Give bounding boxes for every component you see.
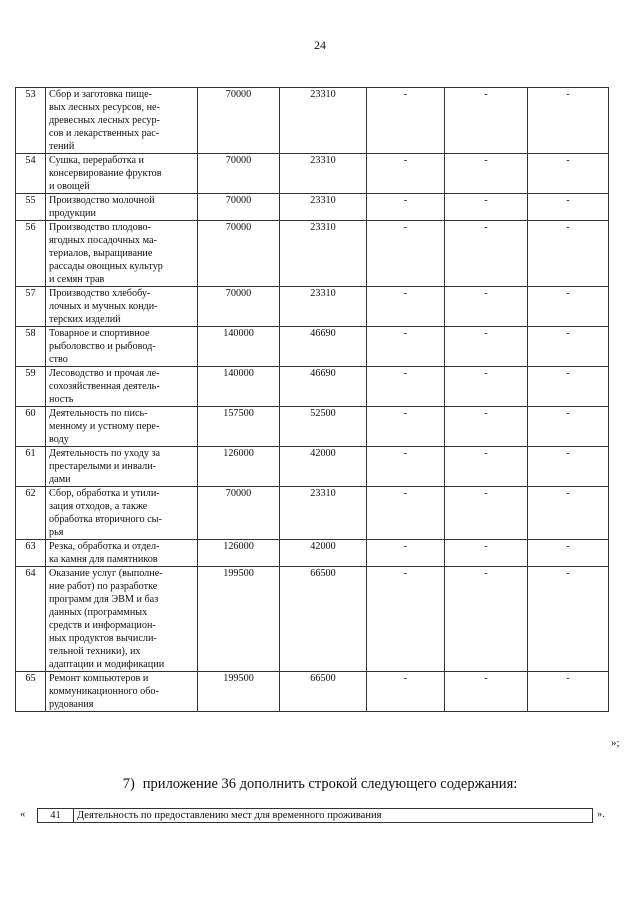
row-value-5: - [528, 287, 609, 327]
row-value-5: - [528, 567, 609, 672]
row-value-3: - [367, 367, 445, 407]
row-activity-name: Деятельность по предоставлению мест для временного проживания [74, 809, 593, 823]
row-value-4: - [445, 447, 528, 487]
row-activity-name: Производство молочной продукции [46, 194, 198, 221]
row-activity-name: Резка, обработка и отдел- ка камня для памятников [46, 540, 198, 567]
row-value-5: - [528, 194, 609, 221]
row-value-5: - [528, 88, 609, 154]
row-value-1: 70000 [198, 194, 280, 221]
row-value-2: 46690 [280, 367, 367, 407]
row-value-5: - [528, 487, 609, 540]
row-activity-name: Деятельность по пись- менному и устному пере- воду [46, 407, 198, 447]
row-number: 60 [16, 407, 46, 447]
table-row [16, 221, 609, 287]
row-number: 59 [16, 367, 46, 407]
row-value-2: 23310 [280, 154, 367, 194]
table-row [16, 287, 609, 327]
table-row [16, 194, 609, 221]
row-number: 57 [16, 287, 46, 327]
row-value-4: - [445, 367, 528, 407]
row-activity-name: Сбор, обработка и утили- зация отходов, а также обработка вторичного сы- рья [46, 487, 198, 540]
row-value-1: 70000 [198, 287, 280, 327]
table-row [16, 327, 609, 367]
row-value-4: - [445, 154, 528, 194]
row-value-3: - [367, 567, 445, 672]
new-row-table [37, 808, 593, 823]
row-value-3: - [367, 221, 445, 287]
row-number: 62 [16, 487, 46, 540]
open-quote: « [20, 809, 26, 820]
row-value-2: 66500 [280, 672, 367, 712]
new-row-block [0, 806, 640, 826]
row-value-2: 23310 [280, 287, 367, 327]
row-activity-name: Товарное и спортивное рыболовство и рыбовод- ство [46, 327, 198, 367]
row-value-4: - [445, 327, 528, 367]
row-activity-name: Лесоводство и прочая ле- сохозяйственная деятель- ность [46, 367, 198, 407]
row-value-2: 52500 [280, 407, 367, 447]
row-value-1: 126000 [198, 540, 280, 567]
row-value-5: - [528, 672, 609, 712]
row-value-1: 140000 [198, 367, 280, 407]
amendment-item-7 [0, 776, 640, 793]
table-row [16, 567, 609, 672]
row-value-3: - [367, 154, 445, 194]
row-value-2: 23310 [280, 221, 367, 287]
table-row [16, 407, 609, 447]
table-row [16, 154, 609, 194]
row-value-3: - [367, 194, 445, 221]
row-value-5: - [528, 154, 609, 194]
row-activity-name: Деятельность по уходу за престарелыми и инвали- дами [46, 447, 198, 487]
table-row [16, 540, 609, 567]
row-value-5: - [528, 327, 609, 367]
row-value-3: - [367, 327, 445, 367]
row-value-1: 70000 [198, 487, 280, 540]
row-number: 64 [16, 567, 46, 672]
row-value-1: 140000 [198, 327, 280, 367]
row-value-3: - [367, 540, 445, 567]
row-value-1: 199500 [198, 672, 280, 712]
activity-tax-table [15, 87, 609, 712]
row-value-3: - [367, 88, 445, 154]
row-number: 58 [16, 327, 46, 367]
row-value-4: - [445, 487, 528, 540]
row-number: 54 [16, 154, 46, 194]
row-activity-name: Ремонт компьютеров и коммуникационного обо- рудования [46, 672, 198, 712]
row-activity-name: Оказание услуг (выполне- ние работ) по разработке программ для ЭВМ и баз данных (программных средств и информацион- ных продуктов вычисли- тельной техники), их адаптации и модификации [46, 567, 198, 672]
row-value-1: 199500 [198, 567, 280, 672]
row-value-4: - [445, 407, 528, 447]
row-activity-name: Сбор и заготовка пище- вых лесных ресурсов, не- древесных лесных ресур- сов и лекарственных рас- тений [46, 88, 198, 154]
row-activity-name: Сушка, переработка и консервирование фруктов и овощей [46, 154, 198, 194]
row-value-3: - [367, 287, 445, 327]
table-row [16, 367, 609, 407]
row-value-4: - [445, 540, 528, 567]
table-row [38, 809, 593, 823]
row-value-5: - [528, 447, 609, 487]
table-closing-quote: »; [611, 737, 620, 749]
table-body [16, 88, 609, 712]
row-value-5: - [528, 540, 609, 567]
row-value-5: - [528, 221, 609, 287]
row-value-2: 23310 [280, 194, 367, 221]
row-value-3: - [367, 487, 445, 540]
row-value-4: - [445, 287, 528, 327]
row-number: 65 [16, 672, 46, 712]
row-number: 55 [16, 194, 46, 221]
row-activity-name: Производство хлебобу- лочных и мучных конди- терских изделий [46, 287, 198, 327]
row-number: 56 [16, 221, 46, 287]
table-row [16, 487, 609, 540]
row-value-5: - [528, 367, 609, 407]
row-number: 41 [38, 809, 74, 823]
item-marker: 7) [122, 776, 135, 792]
row-activity-name: Производство плодово- ягодных посадочных ма- териалов, выращивание рассады овощных культур и семян трав [46, 221, 198, 287]
row-value-3: - [367, 672, 445, 712]
row-value-1: 126000 [198, 447, 280, 487]
row-value-2: 42000 [280, 540, 367, 567]
row-value-4: - [445, 194, 528, 221]
row-value-1: 70000 [198, 154, 280, 194]
row-number: 63 [16, 540, 46, 567]
row-value-1: 157500 [198, 407, 280, 447]
row-value-3: - [367, 447, 445, 487]
item-text: приложение 36 дополнить строкой следующего содержания: [142, 776, 518, 792]
row-value-2: 23310 [280, 88, 367, 154]
row-value-3: - [367, 407, 445, 447]
row-value-1: 70000 [198, 221, 280, 287]
row-value-4: - [445, 221, 528, 287]
row-value-4: - [445, 88, 528, 154]
table-row [16, 88, 609, 154]
row-value-5: - [528, 407, 609, 447]
table-row [16, 447, 609, 487]
row-value-2: 46690 [280, 327, 367, 367]
page-number: 24 [314, 38, 326, 52]
close-quote: ». [597, 809, 605, 820]
row-number: 53 [16, 88, 46, 154]
row-value-2: 23310 [280, 487, 367, 540]
row-value-1: 70000 [198, 88, 280, 154]
table-row [16, 672, 609, 712]
row-value-4: - [445, 672, 528, 712]
row-value-2: 42000 [280, 447, 367, 487]
row-number: 61 [16, 447, 46, 487]
row-value-2: 66500 [280, 567, 367, 672]
row-value-4: - [445, 567, 528, 672]
